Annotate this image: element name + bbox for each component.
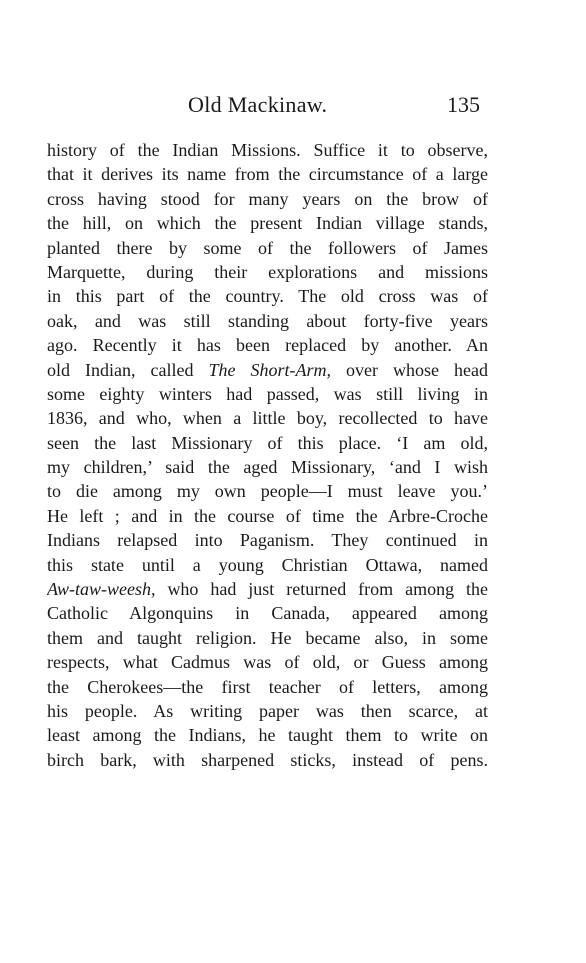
text-span: in this part of the country. The old cross was of [47,286,488,307]
text-span: He left ; and in the course of time the Arbre-Croche [47,505,488,526]
text-span: who had just returned from among the [155,579,488,600]
text-span: cross having stood for many years on the brow of [47,188,488,209]
text-line [47,333,488,357]
text-line [47,260,488,284]
text-line [47,455,488,479]
text-span: Indians relapsed into Paganism. They continued in [47,530,488,551]
text-line [47,577,488,601]
text-span: the Cherokees—the first teacher of letters, among [47,676,488,697]
text-line [47,723,488,747]
text-line [47,626,488,650]
text-line [47,479,488,503]
italic-name: Aw-taw-weesh, [47,579,156,600]
text-span: seen the last Missionary of this place. ‘I am old, [47,432,488,453]
running-title: Old Mackinaw. [188,92,328,117]
text-span: Marquette, during their explorations and missions [47,261,488,282]
text-span: 1836, and who, when a little boy, recollected to have [47,408,488,429]
text-span: history of the Indian Missions. Suffice it to observe, [47,140,488,160]
text-line [47,504,488,528]
text-line [47,236,488,260]
text-span: his people. As writing paper was then scarce, at [47,700,488,721]
text-span: birch bark, with sharpened sticks, instead of pens. [47,749,488,770]
text-span: ago. Recently it has been replaced by another. An [47,335,488,356]
page-number: 135 [447,92,480,117]
text-span: them and taught religion. He became also, in some [47,627,488,648]
italic-name: The Short-Arm, [208,359,331,380]
text-span: to die among my own people—I must leave you.’ [47,481,488,502]
running-head [0,92,586,122]
text-span: oak, and was still standing about forty-five years [47,310,488,331]
text-line [47,187,488,211]
text-line [47,284,488,308]
text-line [47,699,488,723]
text-line [47,211,488,235]
text-line [47,675,488,699]
text-span: over whose head [331,359,488,380]
text-line [47,309,488,333]
text-line [47,528,488,552]
text-span: the hill, on which the present Indian village stands, [47,213,488,234]
text-line [47,431,488,455]
text-line [47,358,488,382]
text-line [47,138,488,162]
text-line [47,406,488,430]
text-span: my children,’ said the aged Missionary, ‘and I wish [47,457,488,478]
body-text [47,138,488,772]
text-span: some eighty winters had passed, was still living in [47,383,488,404]
text-line [47,601,488,625]
text-line [47,553,488,577]
text-line [47,382,488,406]
text-span: this state until a young Christian Ottawa, named [47,554,488,575]
text-span: least among the Indians, he taught them to write on [47,725,488,746]
text-span: that it derives its name from the circumstance of a large [47,164,488,185]
text-span: old Indian, called [47,359,209,380]
text-line [47,748,488,772]
text-line [47,650,488,674]
text-span: Catholic Algonquins in Canada, appeared among [47,603,488,624]
text-line [47,162,488,186]
text-span: planted there by some of the followers of James [47,237,488,258]
text-span: respects, what Cadmus was of old, or Guess among [47,652,488,673]
